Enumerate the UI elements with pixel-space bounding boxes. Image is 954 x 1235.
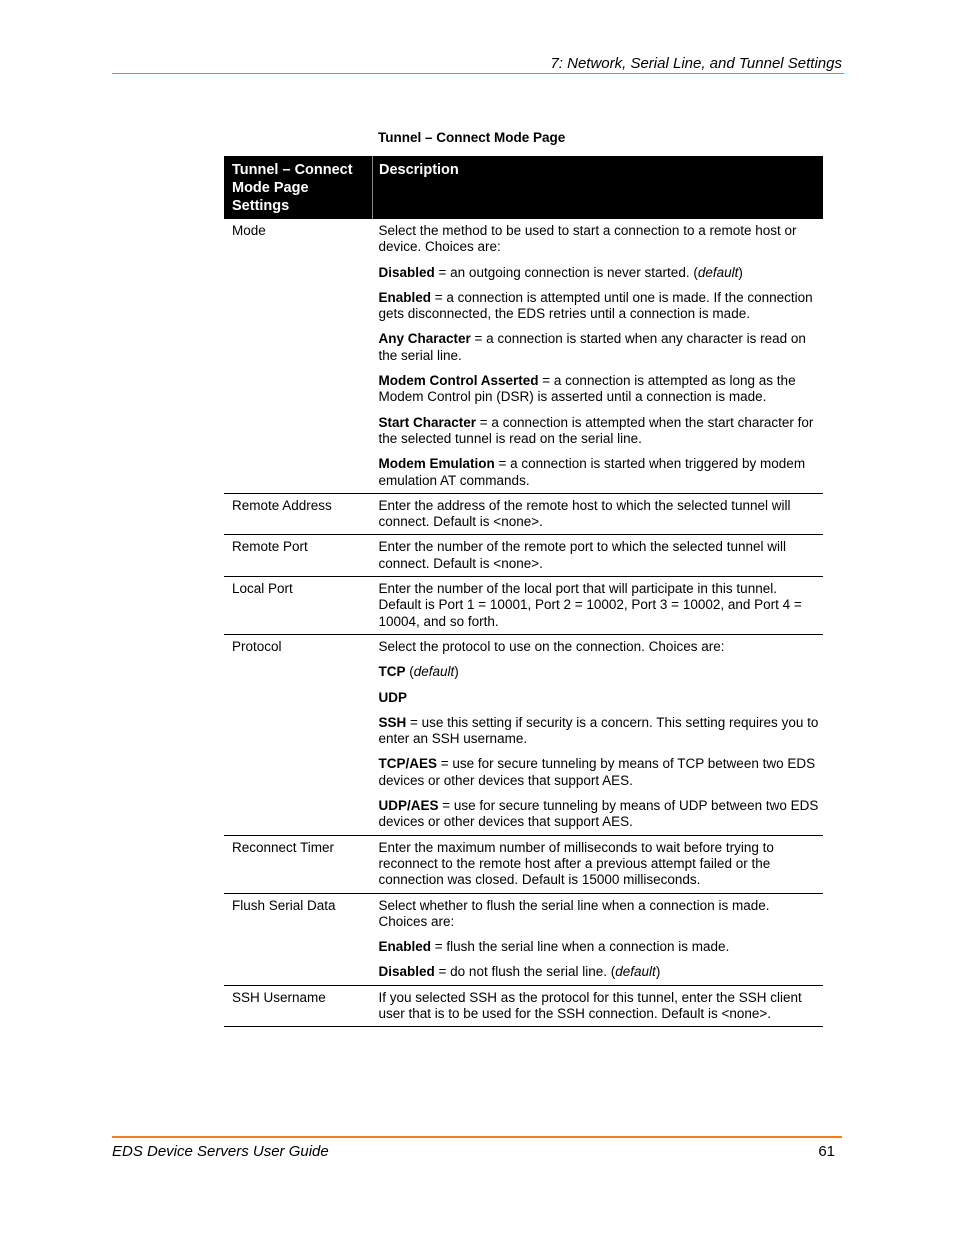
footer-divider xyxy=(112,1136,842,1138)
table-row xyxy=(224,535,823,577)
option-name: Disabled xyxy=(378,964,435,980)
description-paragraph xyxy=(379,939,820,955)
default-marker: default xyxy=(413,664,455,680)
option-text: = a connection is started when any character is read on the serial line. xyxy=(378,331,806,363)
description-paragraph xyxy=(379,415,820,448)
table-row xyxy=(224,219,823,493)
description-paragraph xyxy=(379,498,820,531)
option-text: Select the protocol to use on the connection. Choices are: xyxy=(378,638,725,654)
description-paragraph xyxy=(379,639,820,655)
description-paragraph xyxy=(379,715,820,748)
setting-name: Reconnect Timer xyxy=(224,835,373,893)
option-text: = a connection is started when triggered by modem emulation AT commands. xyxy=(378,456,806,488)
description-paragraph xyxy=(379,898,820,931)
column-header-setting: Tunnel – Connect Mode Page Settings xyxy=(224,156,373,219)
default-marker: default xyxy=(615,964,656,980)
option-name: SSH xyxy=(378,714,407,730)
setting-name: Remote Address xyxy=(224,493,373,535)
option-name: Enabled xyxy=(378,289,432,305)
option-text: = an outgoing connection is never started. ( xyxy=(434,264,698,280)
table-row xyxy=(224,493,823,535)
option-name: Start Character xyxy=(378,414,477,430)
description-paragraph xyxy=(379,664,820,680)
option-text: = use for secure tunneling by means of TCP between two EDS devices or other devices that support AES. xyxy=(378,756,816,788)
description-paragraph xyxy=(379,964,820,980)
setting-name: Remote Port xyxy=(224,535,373,577)
setting-name: Mode xyxy=(224,219,373,493)
page-number: 61 xyxy=(818,1143,835,1160)
option-text: = use for secure tunneling by means of UDP between two EDS devices or other devices that support AES. xyxy=(378,798,819,830)
option-text: Enter the number of the local port that will participate in this tunnel. Default is Port 1 = 10001, Port 2 = 10002, Port 3 = 10002, and Port 4 = 10004, and so forth. xyxy=(378,581,802,629)
option-text: = use this setting if security is a concern. This setting requires you to enter an SSH username. xyxy=(378,714,819,747)
option-name: UDP xyxy=(378,689,408,705)
description-paragraph xyxy=(379,265,820,281)
option-name: Modem Emulation xyxy=(378,456,495,472)
setting-name: SSH Username xyxy=(224,985,373,1027)
description-paragraph xyxy=(379,690,820,706)
setting-description xyxy=(373,535,824,577)
option-text-end: ) xyxy=(655,964,661,980)
setting-description xyxy=(373,577,824,635)
option-name: Modem Control Asserted xyxy=(378,373,539,389)
description-paragraph xyxy=(379,990,820,1023)
option-name: Enabled xyxy=(378,939,432,955)
table-caption: Tunnel – Connect Mode Page xyxy=(378,130,566,145)
guide-title: EDS Device Servers User Guide xyxy=(112,1143,329,1160)
description-paragraph xyxy=(379,581,820,630)
setting-description xyxy=(373,985,824,1027)
option-text: Select the method to be used to start a connection to a remote host or device. Choices are: xyxy=(378,223,797,255)
setting-description xyxy=(373,835,824,893)
description-paragraph xyxy=(379,840,820,889)
description-paragraph xyxy=(379,373,820,406)
option-name: TCP/AES xyxy=(378,756,438,772)
description-paragraph xyxy=(379,756,820,789)
chapter-header: 7: Network, Serial Line, and Tunnel Settings xyxy=(550,55,842,72)
option-text: = do not flush the serial line. ( xyxy=(434,964,616,980)
option-text: Select whether to flush the serial line when a connection is made. Choices are: xyxy=(378,897,770,929)
default-marker: default xyxy=(697,264,739,280)
table-row xyxy=(224,634,823,835)
option-text: = a connection is attempted as long as the Modem Control pin (DSR) is asserted until a connection is made. xyxy=(378,373,796,405)
setting-name: Flush Serial Data xyxy=(224,893,373,985)
table-row xyxy=(224,893,823,985)
description-paragraph xyxy=(379,456,820,489)
setting-name: Local Port xyxy=(224,577,373,635)
setting-description xyxy=(373,893,824,985)
description-paragraph xyxy=(379,331,820,364)
option-name: Any Character xyxy=(378,331,471,347)
option-text: Enter the maximum number of milliseconds to wait before trying to reconnect to the remote host after a previous attempt failed or the connection was closed. Default is 15000 milliseconds. xyxy=(378,839,774,888)
column-header-description: Description xyxy=(373,156,824,219)
setting-name: Protocol xyxy=(224,634,373,835)
setting-description xyxy=(373,634,824,835)
header-divider xyxy=(112,73,844,74)
description-paragraph xyxy=(379,539,820,572)
table-header-row xyxy=(224,156,823,219)
option-name: TCP xyxy=(378,664,406,680)
settings-table xyxy=(224,156,823,1027)
option-text: If you selected SSH as the protocol for this tunnel, enter the SSH client user that is to be used for the SSH connection. Default is <none>. xyxy=(378,989,802,1021)
table-row xyxy=(224,835,823,893)
option-text: ( xyxy=(405,664,414,680)
option-text: Enter the address of the remote host to which the selected tunnel will connect. Default is <none>. xyxy=(378,497,791,530)
option-text: Enter the number of the remote port to which the selected tunnel will connect. Default is <none>. xyxy=(378,539,786,571)
table-row xyxy=(224,985,823,1027)
table-body xyxy=(224,219,823,1027)
setting-description xyxy=(373,219,824,493)
description-paragraph xyxy=(379,223,820,256)
setting-description xyxy=(373,493,824,535)
option-text-end: ) xyxy=(454,664,459,680)
description-paragraph xyxy=(379,798,820,831)
option-text: = a connection is attempted when the start character for the selected tunnel is read on the serial line. xyxy=(378,414,814,446)
option-text-end: ) xyxy=(738,264,743,280)
option-text: = flush the serial line when a connection is made. xyxy=(431,939,730,955)
option-text: = a connection is attempted until one is made. If the connection gets disconnected, the EDS retries until a connection is made. xyxy=(378,289,813,322)
description-paragraph xyxy=(379,290,820,323)
option-name: Disabled xyxy=(378,264,435,280)
table-row xyxy=(224,577,823,635)
option-name: UDP/AES xyxy=(378,798,439,814)
